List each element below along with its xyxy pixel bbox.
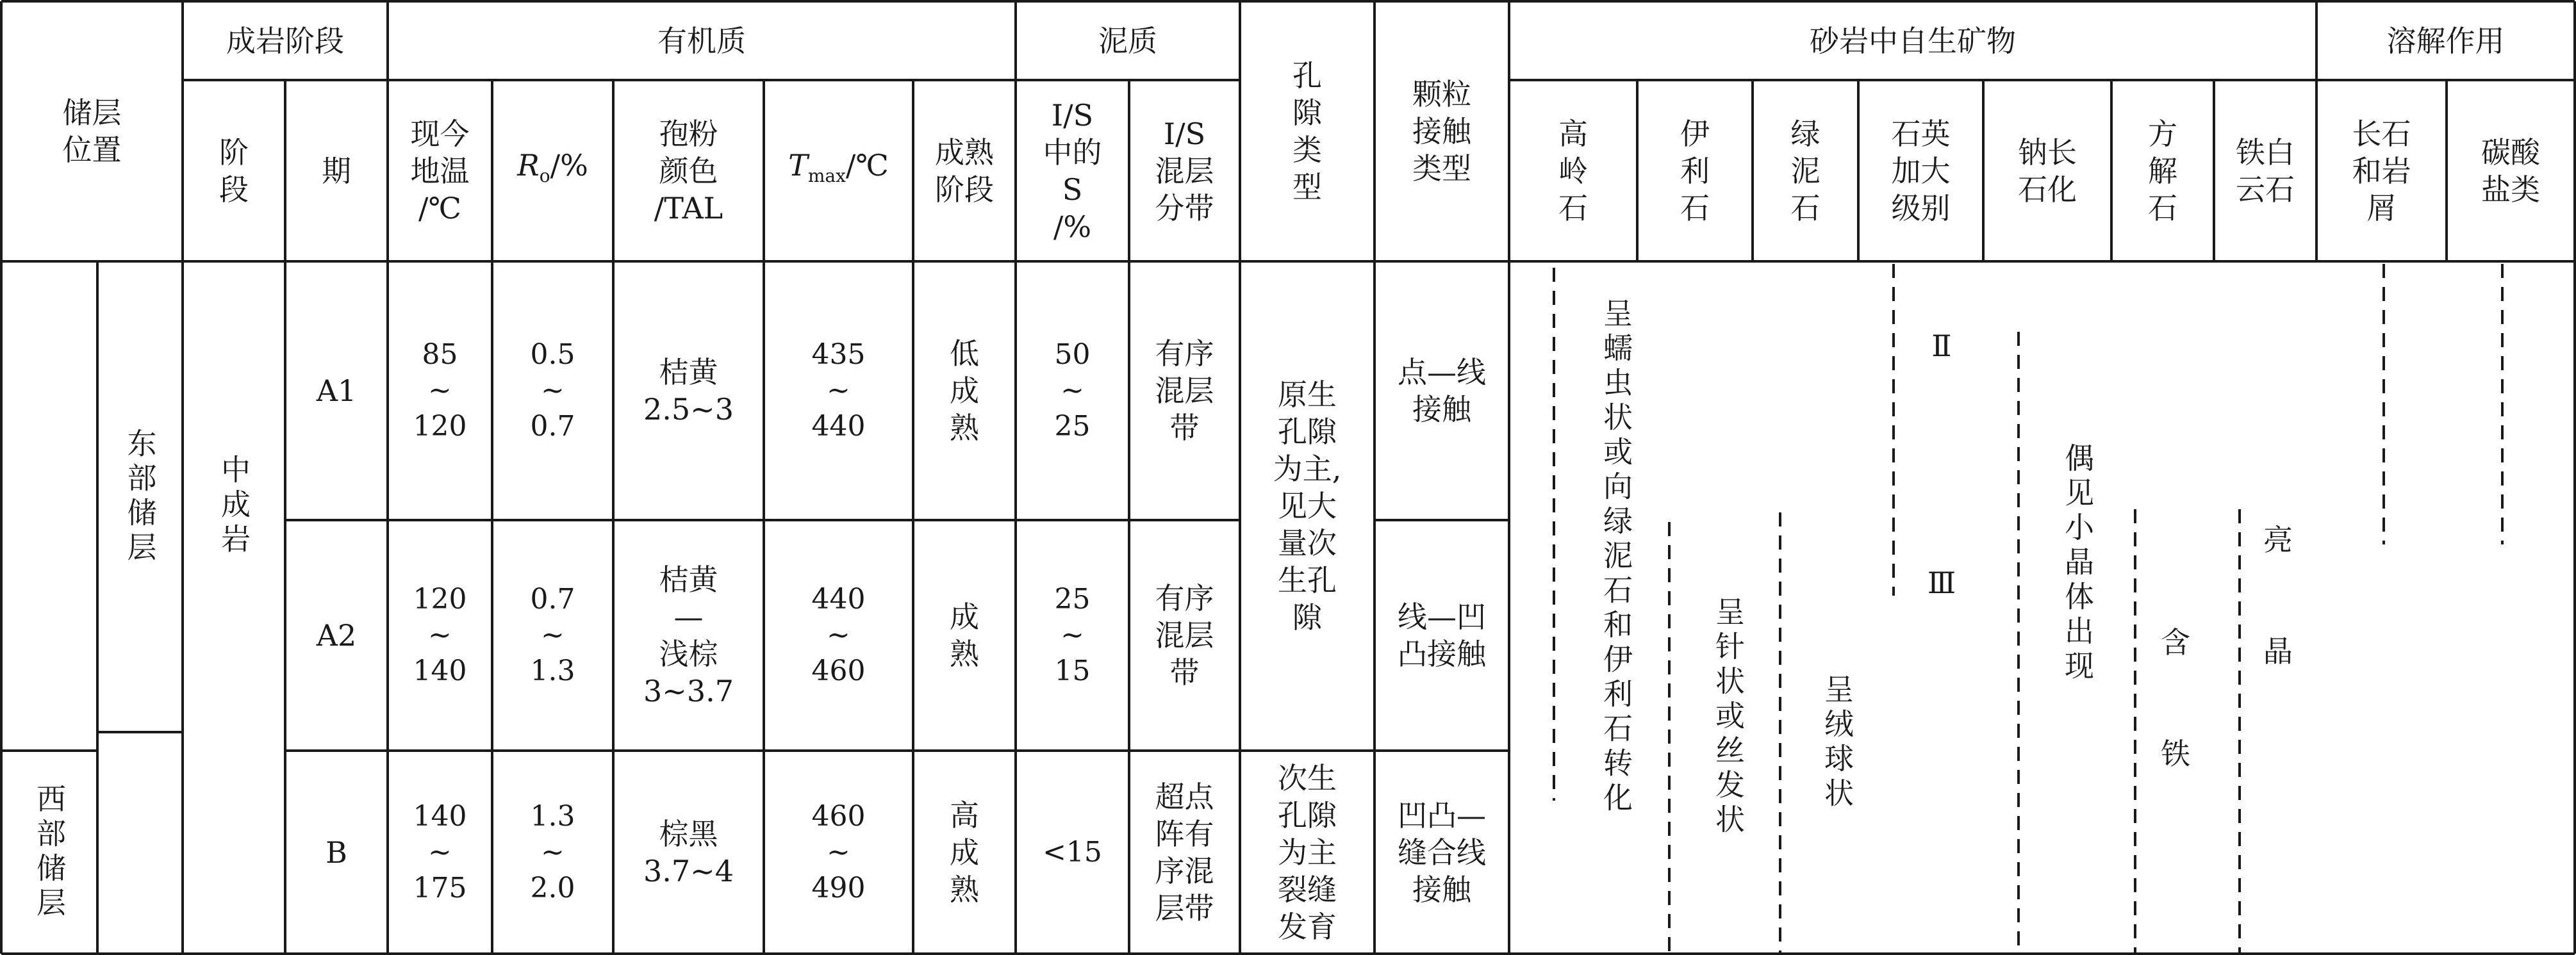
row-b-is-s: <15	[1043, 835, 1102, 869]
row-a1-ro: 0.5 ~ 0.7	[530, 338, 575, 443]
tmax-symbol: T	[788, 147, 808, 183]
header-stage: 阶 段	[219, 135, 249, 207]
row-a1-period: A1	[316, 373, 357, 408]
tmax-unit: /℃	[845, 147, 889, 183]
location-east: 东部储层	[122, 427, 158, 566]
row-a2-ro: 0.7 ~ 1.3	[530, 583, 575, 687]
header-reservoir-location: 储层 位置	[62, 95, 122, 167]
header-pore-type: 孔 隙 类 型	[1292, 58, 1322, 204]
row-a2-maturity: 成 熟	[950, 600, 979, 671]
row-a2-period: A2	[316, 618, 357, 653]
row-b-ro: 1.3 ~ 2.0	[530, 799, 575, 904]
row-b-period: B	[326, 835, 347, 870]
row-a1-contact: 点—线 接触	[1398, 355, 1486, 427]
header-is-zone: I/S 混层 分带	[1155, 116, 1214, 225]
header-maturity-stage: 成熟 阶段	[935, 135, 994, 207]
location-west: 西部储层	[32, 783, 67, 922]
chlorite-note: 呈绒球状	[1820, 674, 1854, 812]
header-dissolution: 溶解作用	[2386, 23, 2505, 58]
tmax-subscript: max	[807, 165, 846, 187]
row-a2-spore-color: 桔黄 — 浅棕 3~3.7	[643, 562, 734, 708]
header-period: 期	[322, 153, 351, 188]
row-a1-is-zone: 有序 混层 带	[1155, 336, 1214, 445]
header-calcite: 方 解 石	[2148, 116, 2177, 225]
header-clay: 泥质	[1098, 23, 1157, 58]
quartz-grade-3: Ⅲ	[1927, 566, 1956, 600]
header-organic-matter: 有机质	[657, 23, 746, 58]
header-tmax	[764, 80, 913, 261]
header-ankerite: 铁白 云石	[2236, 135, 2295, 207]
header-albitization: 钠长 石化	[2018, 135, 2077, 207]
header-quartz-overgrowth: 石英 加大 级别	[1891, 116, 1951, 225]
illite-note: 呈针状或丝发状	[1711, 596, 1746, 838]
albite-note: 偶见小晶体出现	[2060, 443, 2095, 685]
calcite-note: 含 铁	[2161, 625, 2190, 771]
ro-unit: /%	[550, 147, 588, 183]
row-b-spore-color: 棕黑 3.7~4	[643, 816, 734, 888]
header-diagenetic-stage: 成岩阶段	[226, 23, 344, 58]
header-authigenic-minerals: 砂岩中自生矿物	[1810, 23, 2016, 58]
row-a2-is-s: 25 ~ 15	[1054, 583, 1091, 687]
ro-symbol: R	[517, 147, 540, 183]
row-b-contact: 凹凸— 缝合线 接触	[1398, 797, 1486, 907]
header-present-temp: 现今 地温 /℃	[410, 116, 470, 225]
row-a2-is-zone: 有序 混层 带	[1155, 581, 1214, 690]
row-a2-temp: 120 ~ 140	[413, 583, 467, 687]
header-ro	[492, 80, 613, 261]
row-a1-temp: 85 ~ 120	[413, 338, 467, 443]
row-b-is-zone: 超点 阵有 序混 层带	[1155, 779, 1214, 926]
header-feldspar-debris: 长石 和岩 屑	[2352, 116, 2411, 225]
quartz-grade-2: Ⅱ	[1931, 329, 1952, 363]
header-is-s-content: I/S 中的 S /%	[1043, 97, 1102, 244]
row-a1-maturity: 低 成 熟	[950, 336, 979, 445]
header-illite: 伊 利 石	[1680, 116, 1710, 225]
header-chlorite: 绿 泥 石	[1790, 116, 1821, 225]
row-b-maturity: 高 成 熟	[950, 797, 979, 907]
header-grain-contact: 颗粒 接触 类型	[1412, 77, 1471, 186]
row-a2-tmax: 440 ~ 460	[811, 583, 866, 687]
ro-subscript: o	[539, 165, 550, 187]
row-a2-contact: 线—凹 凸接触	[1398, 600, 1486, 671]
ankerite-note: 亮 晶	[2263, 523, 2293, 669]
row-a1-tmax: 435 ~ 440	[811, 338, 866, 443]
pore-primary: 原生 孔隙 为主, 见大 量次 生孔 隙	[1273, 377, 1342, 635]
row-b-temp: 140 ~ 175	[413, 799, 467, 904]
stage-name: 中成岩	[217, 454, 251, 558]
header-carbonates: 碳酸 盐类	[2481, 135, 2540, 207]
row-a1-is-s: 50 ~ 25	[1054, 338, 1091, 443]
row-b-pore: 次生 孔隙 为主 裂缝 发育	[1278, 760, 1337, 944]
row-b-tmax: 460 ~ 490	[811, 799, 866, 904]
row-a1-spore-color: 桔黄 2.5~3	[643, 355, 734, 427]
header-spore-pollen-color: 孢粉 颜色 /TAL	[654, 116, 723, 225]
header-kaolinite: 高 岭 石	[1558, 116, 1588, 225]
kaolinite-note: 呈蠕虫状或向绿泥石和伊利石转化	[1599, 298, 1633, 817]
